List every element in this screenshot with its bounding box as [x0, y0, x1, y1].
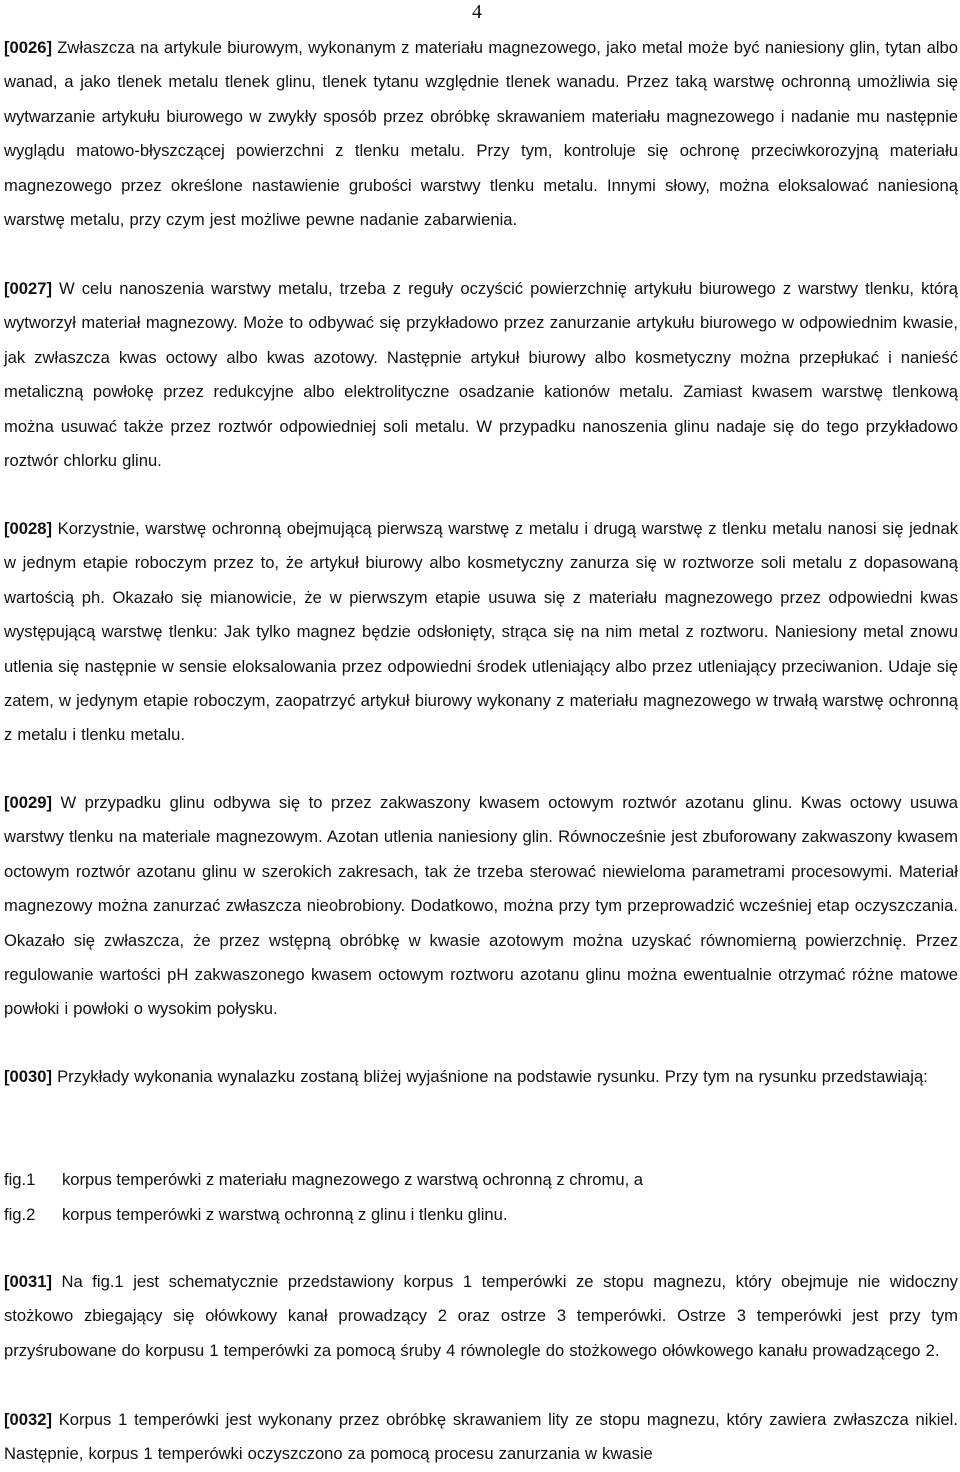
figure-item [4, 1198, 958, 1233]
paragraph-text: Korzystnie, warstwę ochronną obejmującą pierwszą warstwę z metalu i drugą warstwę z tlenku metalu nanosi się jednak w jednym etapie roboczym przez to, że artykuł biurowy albo kosmetyczny zanurza się w roztworze soli metalu z dopasowaną wartością ph. Okazało się mianowicie, że w pierwszym etapie usuwa się z materiału magnezowego przez odpowiedni kwas występującą warstwę tlenku: Jak tylko magnez będzie odsłonięty, strąca się na nim metal z roztworu. Naniesiony metal znowu utlenia się następnie w sensie eloksalowania przez odpowiedni środek utleniający albo przez utleniający przeciwanion. Udaje się zatem, w jedynym etapie roboczym, zaopatrzyć artykuł biurowy wykonany z materiału magnezowego w trwałą warstwę ochronną z metalu i tlenku metalu. [4, 519, 958, 745]
paragraph-text: Korpus 1 temperówki jest wykonany przez obróbkę skrawaniem lity ze stopu magnezu, który zawiera zwłaszcza nikiel. Następnie, korpus 1 temperówki oczyszczono za pomocą procesu zanurzania w kwasie [4, 1410, 958, 1464]
page-number: 4 [472, 1, 482, 23]
paragraph-id: [0026] [4, 38, 52, 57]
paragraph-0032 [4, 1403, 958, 1472]
paragraph-id: [0031] [4, 1272, 52, 1291]
paragraph-id: [0032] [4, 1410, 52, 1429]
paragraph-id: [0029] [4, 793, 52, 812]
paragraph-id: [0028] [4, 519, 52, 538]
figure-label: fig.2 [4, 1204, 36, 1224]
paragraph-text: Na fig.1 jest schematycznie przedstawiony korpus 1 temperówki ze stopu magnezu, który obejmuje nie widoczny stożkowo zbiegający się ołówkowy kanał prowadzący 2 oraz ostrze 3 temperówki. Ostrze 3 temperówki jest przy tym przyśrubowane do korpusu 1 temperówki za pomocą śruby 4 równolegle do stożkowego ołówkowego kanału prowadzącego 2. [4, 1272, 958, 1360]
figure-label: fig.1 [4, 1170, 36, 1189]
paragraph-0031 [4, 1265, 958, 1368]
paragraph-0027 [4, 272, 958, 478]
paragraph-id: [0030] [4, 1067, 52, 1086]
figure-description: korpus temperówki z warstwą ochronną z glinu i tlenku glinu. [62, 1204, 508, 1224]
paragraph-0030 [4, 1060, 958, 1094]
paragraph-0029 [4, 786, 958, 1027]
paragraph-text: W celu nanoszenia warstwy metalu, trzeba z reguły oczyścić powierzchnię artykułu biurowego z warstwy tlenku, którą wytworzył materiał magnezowy. Może to odbywać się przykładowo przez zanurzanie artykułu biurowego w odpowiednim kwasie, jak zwłaszcza kwas octowy albo kwas azotowy. Następnie artykuł biurowy albo kosmetyczny można przepłukać i nanieść metaliczną powłokę przez redukcyjne albo elektrolityczne osadzanie kationów metalu. Zamiast kwasem warstwę tlenkową można usuwać także przez roztwór odpowiedniej soli metalu. W przypadku nanoszenia glinu nadaje się do tego przykładowo roztwór chlorku glinu. [4, 279, 958, 471]
figure-item [4, 1163, 958, 1198]
paragraph-id: [0027] [4, 279, 52, 298]
paragraph-text: W przypadku glinu odbywa się to przez zakwaszony kwasem octowym roztwór azotanu glinu. Kwas octowy usuwa warstwy tlenku na materiale magnezowym. Azotan utlenia naniesiony glin. Równocześnie jest zbuforowany zakwaszony kwasem octowym roztwór azotanu glinu w szerokich zakresach, tak że trzeba sterować niewieloma parametrami procesowymi. Materiał magnezowy można zanurzać zwłaszcza nieobrobiony. Dodatkowo, można przy tym przeprowadzić wcześniej etap oczyszczania. Okazało się zwłaszcza, że przez wstępną obróbkę w kwasie azotowym można uzyskać równomierną powierzchnię. Przez regulowanie wartości pH zakwaszonego kwasem octowym roztworu azotanu glinu można ewentualnie otrzymać różne matowe powłoki i powłoki o wysokim połysku. [4, 793, 958, 1019]
paragraph-0026 [4, 31, 958, 237]
figure-description: korpus temperówki z materiału magnezowego z warstwą ochronną z chromu, a [62, 1170, 644, 1189]
paragraph-text: Zwłaszcza na artykule biurowym, wykonanym z materiału magnezowego, jako metal może być naniesiony glin, tytan albo wanad, a jako tlenek metalu tlenek glinu, tlenek tytanu względnie tlenek wanadu. Przez taką warstwę ochronną umożliwia się wytwarzanie artykułu biurowego w zwykły sposób przez obróbkę skrawaniem materiału magnezowego i nadanie mu następnie wyglądu matowo-błyszczącej powierzchni z tlenku metalu. Przy tym, kontroluje się ochronę przeciwkorozyjną materiału magnezowego przez określone nastawienie grubości warstwy tlenku metalu. Innymi słowy, można eloksalować naniesioną warstwę metalu, przy czym jest możliwe pewne nadanie zabarwienia. [4, 38, 958, 230]
figure-list [4, 1163, 958, 1232]
paragraph-text: Przykłady wykonania wynalazku zostaną bliżej wyjaśnione na podstawie rysunku. Przy tym na rysunku przedstawiają: [57, 1067, 928, 1086]
paragraph-0028 [4, 512, 958, 753]
